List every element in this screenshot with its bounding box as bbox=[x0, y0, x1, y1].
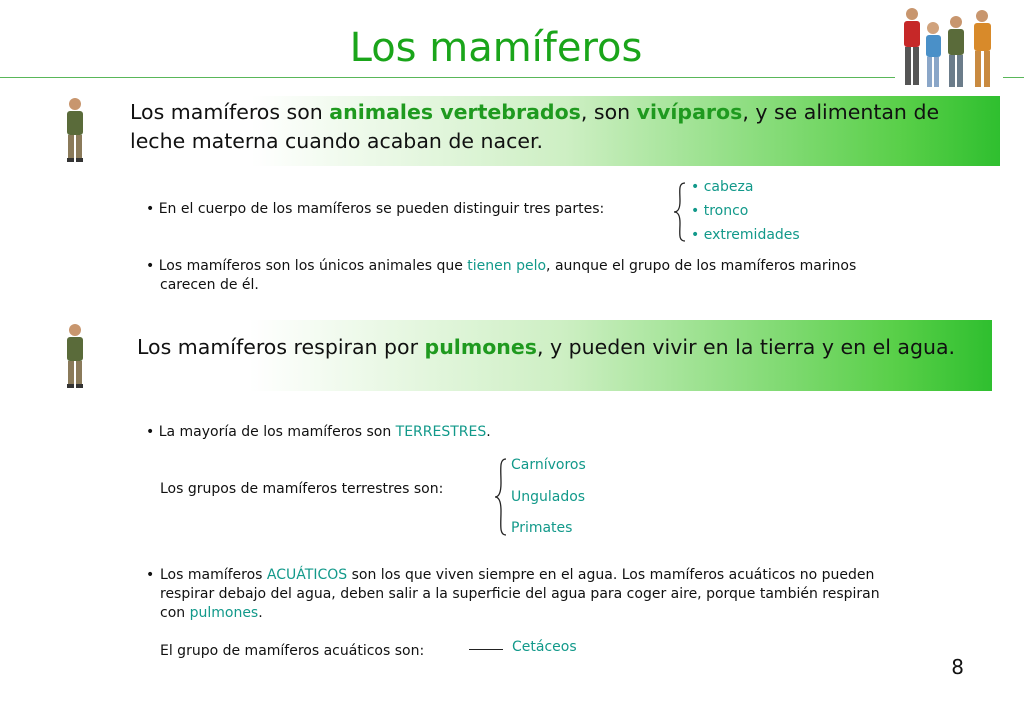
group-item-ungulados: Ungulados bbox=[511, 489, 586, 505]
acuaticos-text-line3 bbox=[160, 604, 263, 623]
section-1-text-post: , y se alimentan de leche materna cuando acaban de nacer. bbox=[130, 100, 940, 153]
acuaticos-line3-pre: con bbox=[160, 605, 190, 621]
terrestres-text-post: . bbox=[486, 424, 491, 440]
parts-text: • En el cuerpo de los mamíferos se pueden distinguir tres partes: bbox=[146, 201, 605, 217]
group-of-kids-image bbox=[898, 2, 1002, 92]
terrestres-text-pre: • La mayoría de los mamíferos son bbox=[146, 424, 396, 440]
section-2-text-pre: Los mamíferos respiran por bbox=[137, 335, 425, 359]
title-divider bbox=[0, 77, 895, 78]
hair-text-post: , aunque el grupo de los mamíferos marinos bbox=[546, 258, 857, 274]
connector-line bbox=[469, 649, 503, 650]
group-item-primates: Primates bbox=[511, 520, 573, 536]
highlight-pulmones-2: pulmones bbox=[189, 605, 259, 621]
part-item-trunk: • tronco bbox=[691, 203, 749, 219]
acuaticos-text-line2: respirar debajo del agua, deben salir a la superficie del agua para coger aire, porque también respiran bbox=[160, 586, 880, 602]
section-1-text-mid: , son bbox=[580, 100, 637, 124]
highlight-tienen-pelo: tienen pelo bbox=[467, 258, 547, 274]
acuaticos-text bbox=[160, 566, 920, 585]
section-2-text-post: , y pueden vivir en la tierra y en el agua. bbox=[536, 335, 956, 359]
brace-icon bbox=[673, 181, 687, 243]
boy-figure-1 bbox=[60, 96, 90, 166]
section-2-statement bbox=[137, 333, 957, 362]
highlight-acuaticos: ACUÁTICOS bbox=[266, 567, 348, 583]
highlight-vertebrados: animales vertebrados bbox=[329, 100, 581, 124]
hair-text bbox=[146, 257, 906, 276]
brace-icon bbox=[494, 457, 508, 537]
grupo-acuatico-text: El grupo de mamíferos acuáticos son: bbox=[160, 643, 425, 659]
boy-figure-2 bbox=[60, 322, 90, 392]
section-1-statement bbox=[130, 98, 970, 156]
hair-text-line2: carecen de él. bbox=[160, 277, 259, 293]
part-item-limbs: • extremidades bbox=[691, 227, 800, 243]
acuaticos-text-pre: Los mamíferos bbox=[160, 567, 267, 583]
acuaticos-line3-post: . bbox=[258, 605, 263, 621]
acuaticos-text-post: son los que viven siempre en el agua. Los mamíferos acuáticos no pueden bbox=[347, 567, 875, 583]
acuaticos-bullet: • bbox=[146, 567, 155, 583]
grupos-terrestres-text: Los grupos de mamíferos terrestres son: bbox=[160, 481, 444, 497]
group-item-cetaceos: Cetáceos bbox=[512, 639, 577, 655]
hair-text-pre: • Los mamíferos son los únicos animales que bbox=[146, 258, 468, 274]
page-title: Los mamíferos bbox=[349, 25, 643, 71]
highlight-pulmones: pulmones bbox=[424, 335, 537, 359]
highlight-terrestres: TERRESTRES bbox=[395, 424, 487, 440]
title-divider-right bbox=[1003, 77, 1024, 78]
group-item-carnivoros: Carnívoros bbox=[511, 457, 586, 473]
section-1-text-pre: Los mamíferos son bbox=[130, 100, 330, 124]
highlight-viviparos: vivíparos bbox=[636, 100, 743, 124]
page-number: 8 bbox=[951, 655, 964, 679]
terrestres-text bbox=[146, 423, 491, 442]
part-item-head: • cabeza bbox=[691, 179, 754, 195]
